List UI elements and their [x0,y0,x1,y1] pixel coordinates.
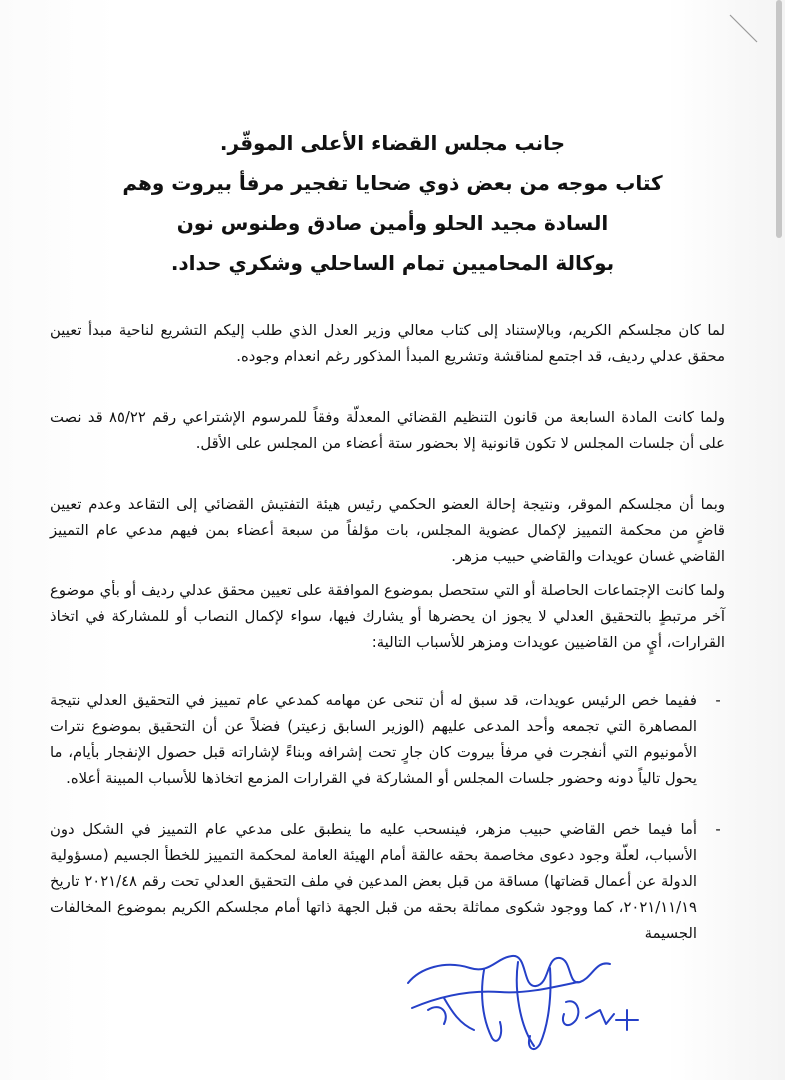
bullet-text: ففيما خص الرئيس عويدات، قد سبق له أن تنحى عن مهامه كمدعي عام تمييز في التحقيق العدلي نتيجة المصاهرة التي تجمعه وأحد المدعى عليهم (الوزير السابق زعيتر) فضلاً عن أن التحقيق بموضوع نترات الأمونيوم التي أنفجرت في مرفأ بيروت كان جارٍ تحت إشرافه وبناءً لإشاراته قبل حصول الإنفجار بأيام، ما يحول تالياً دونه وحضور جلسات المجلس أو المشاركة في القرارات المزمع اتخاذها للأسباب المبينة أعلاه. [50,692,697,787]
heading-line-4: بوكالة المحاميين تمام الساحلي وشكري حداد. [170,251,615,275]
scrollbar-thumb[interactable] [776,0,782,238]
paragraph-1: لما كان مجلسكم الكريم، وبالإستناد إلى كتاب معالي وزير العدل الذي طلب إليكم التشريع لناحية مبدأ تعيين محقق عدلي رديف، قد اجتمع لمناقشة وتشريع المبدأ المذكور رغم انعدام وجوده. [50,322,725,365]
bullet-dash: - [715,821,721,838]
bullet-item-2 [50,817,725,947]
bullet-text: أما فيما خص القاضي حبيب مزهر، فينسحب عليه ما ينطبق على مدعي عام التمييز في الشكل دون الأسباب، لعلّة وجود دعوى مخاصمة بحقه عالقة أمام الهيئة العامة لمحكمة التمييز للخطأ الجسيم (مسؤولية الدولة عن أعمال قضاتها) مساقة من قبل بعض المدعين في ملف التحقيق العدلي تحت رقم ٢٠٢١/٤٨ تاريخ ٢٠٢١/١١/١٩، كما ووجود شكوى مماثلة بحقه من قبل الجهة ذاتها أمام مجلسكم الكريم بموضوع المخالفات الجسيمة [50,821,697,942]
bullet-item-1 [50,688,725,792]
paragraph-4: ولما كانت الإجتماعات الحاصلة أو التي ستحصل بموضوع الموافقة على تعيين محقق عدلي رديف أو بأي موضوع آخر مرتبطٍ بالتحقيق العدلي لا يجوز ان يحضرها أو يشارك فيها، سواء لإكمال النصاب أو للمشاركة في اتخاذ القرارات، أيٍ من القاضيين عويدات ومزهر للأسباب التالية: [50,582,725,651]
paragraph-2: ولما كانت المادة السابعة من قانون التنظيم القضائي المعدلّة وفقاً للمرسوم الإشتراعي رقم ٨٥/٢٢ قد نصت على أن جلسات المجلس لا تكون قانونية إلا بحضور ستة أعضاء من المجلس على الأقل. [50,409,725,452]
scrollbar[interactable] [774,0,783,1080]
heading-line-2: كتاب موجه من بعض ذوي ضحايا تفجير مرفأ بيروت وهم [122,171,663,195]
heading-line-1: جانب مجلس القضاء الأعلى الموقّر. [219,131,566,155]
page-fold-mark [727,12,761,46]
handwritten-signature [400,938,645,1058]
paragraph-3: وبما أن مجلسكم الموقر، ونتيجة إحالة العضو الحكمي رئيس هيئة التفتيش القضائي إلى التقاعد وعدم تعيين قاضٍ من محكمة التمييز لإكمال عضوية المجلس، بات مؤلفاً من سبعة أعضاء بمن فيهم مدعي عام التمييز القاضي غسان عويدات والقاضي حبيب مزهر. [50,496,725,565]
heading-line-3: السادة مجيد الحلو وأمين صادق وطنوس نون [176,211,609,235]
bullet-dash: - [715,692,721,709]
